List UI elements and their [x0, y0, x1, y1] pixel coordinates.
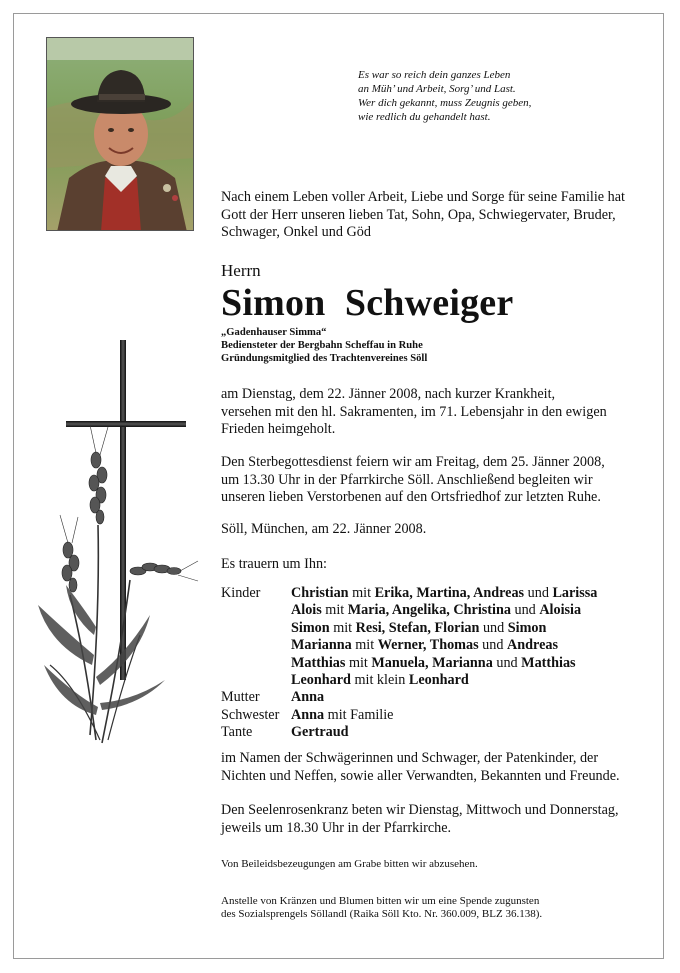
family-connector: und — [492, 654, 522, 671]
family-relation — [221, 620, 291, 637]
family-row — [221, 655, 597, 672]
on-behalf-line: Nichten und Neffen, sowie aller Verwandten, Bekannten und Freunde. — [221, 767, 620, 784]
mourners-heading: Es trauern um Ihn: — [221, 556, 327, 572]
family-member-name: Larissa — [552, 585, 598, 601]
family-names — [291, 637, 558, 654]
family-names — [291, 585, 597, 602]
family-connector: mit — [329, 619, 356, 636]
intro-line: Schwager, Onkel und Göd — [221, 224, 371, 241]
family-member-name: Leonhard — [291, 672, 351, 689]
intro-line: Nach einem Leben voller Arbeit, Liebe und Sorge für seine Familie hat — [221, 189, 625, 205]
on-behalf-paragraph — [221, 750, 661, 785]
family-connector: mit — [345, 654, 372, 671]
poem-line: an Müh’ und Arbeit, Sorg’ und Last. — [358, 83, 516, 95]
family-member-name: Maria, Angelika, Christina — [347, 602, 511, 619]
family-row — [221, 707, 597, 724]
poem-line: wie redlich du gehandelt hast. — [358, 111, 491, 123]
family-row — [221, 672, 597, 689]
family-names — [291, 707, 393, 724]
family-member-name: Anna — [291, 706, 325, 723]
family-relation: Mutter — [221, 689, 260, 706]
family-connector: und — [478, 637, 507, 654]
family-relation — [221, 655, 291, 672]
family-member-name: Aloisia — [539, 602, 582, 619]
family-names — [291, 620, 546, 637]
family-relation — [221, 637, 291, 654]
family-connector: mit klein — [350, 672, 409, 689]
family-names — [291, 689, 324, 706]
on-behalf-line: im Namen der Schwägerinnen und Schwager, der Patenkinder, der — [221, 750, 599, 766]
family-list — [221, 585, 597, 742]
portrait-photo — [46, 37, 194, 231]
death-notice-paragraph — [221, 386, 661, 439]
family-member-name: Werner, Thomas — [377, 637, 479, 654]
family-connector: mit Familie — [324, 706, 394, 723]
rosary-paragraph — [221, 802, 661, 837]
family-row — [221, 620, 597, 637]
family-member-name: Anna — [291, 689, 325, 706]
poem-line: Wer dich gekannt, muss Zeugnis geben, — [358, 97, 532, 109]
family-member-name: Matthias — [291, 654, 346, 671]
family-row — [221, 724, 597, 741]
death-line: versehen mit den hl. Sakramenten, im 71. Lebensjahr in den ewigen — [221, 403, 607, 420]
intro-paragraph — [221, 189, 651, 242]
poem-line: Es war so reich dein ganzes Leben — [358, 69, 511, 81]
title-line: Bediensteter der Bergbahn Scheffau in Ruhe — [221, 340, 423, 351]
family-member-name: Resi, Stefan, Florian — [355, 619, 480, 636]
family-row — [221, 602, 597, 619]
deceased-name: Simon Schweiger — [221, 282, 514, 324]
funeral-line: um 13.30 Uhr in der Pfarrkirche Söll. Anschließend begleiten wir — [221, 471, 593, 488]
deceased-titles — [221, 326, 427, 365]
family-member-name: Gertraud — [291, 724, 349, 741]
condolences-note: Von Beileidsbezeugungen am Grabe bitten wir abzusehen. — [221, 858, 478, 870]
family-member-name: Christian — [291, 585, 349, 601]
salutation: Herrn — [221, 261, 261, 280]
family-row — [221, 689, 597, 706]
family-relation — [221, 602, 291, 619]
family-member-name: Simon — [507, 619, 547, 636]
family-connector: mit — [351, 637, 378, 654]
family-connector: und — [479, 619, 508, 636]
family-names — [291, 602, 581, 619]
funeral-line: unseren lieben Verstorbenen auf den Ortsfriedhof zur letzten Ruhe. — [221, 489, 601, 506]
family-member-name: Leonhard — [408, 672, 469, 689]
family-member-name: Alois — [291, 602, 322, 619]
funeral-line: Den Sterbegottesdienst feiern wir am Freitag, dem 25. Jänner 2008, — [221, 454, 605, 470]
family-member-name: Marianna — [291, 637, 352, 654]
cross-with-wheat-icon — [30, 335, 200, 760]
family-names — [291, 672, 469, 689]
family-relation: Schwester — [221, 706, 280, 723]
death-line: am Dienstag, dem 22. Jänner 2008, nach kurzer Krankheit, — [221, 386, 556, 402]
family-relation: Tante — [221, 724, 253, 741]
family-member-name: Matthias — [521, 654, 576, 671]
donation-line: des Sozialsprengels Söllandl (Raika Söll Kto. Nr. 360.009, BLZ 36.138). — [221, 908, 543, 921]
family-member-name: Manuela, Marianna — [371, 654, 493, 671]
family-relation — [221, 672, 291, 689]
family-names — [291, 724, 349, 741]
family-relation: Kinder — [221, 585, 261, 601]
family-names — [291, 655, 576, 672]
family-connector: mit — [321, 602, 348, 619]
donation-note — [221, 895, 542, 922]
family-row — [221, 585, 597, 602]
rosary-line: jeweils um 18.30 Uhr in der Pfarrkirche. — [221, 819, 452, 836]
title-line: Gründungsmitglied des Trachtenvereines Söll — [221, 353, 428, 364]
funeral-paragraph — [221, 454, 661, 507]
family-member-name: Erika, Martina, Andreas — [374, 585, 525, 601]
poem-verse — [358, 68, 618, 124]
family-row — [221, 637, 597, 654]
donation-line: Anstelle von Kränzen und Blumen bitten wir um eine Spende zugunsten — [221, 895, 540, 907]
death-line: Frieden heimgeholt. — [221, 421, 336, 438]
family-connector: und — [524, 585, 553, 601]
family-member-name: Simon — [291, 619, 330, 636]
title-line: „Gadenhauser Simma“ — [221, 327, 327, 338]
intro-line: Gott der Herr unseren lieben Tat, Sohn, Opa, Schwiegervater, Bruder, — [221, 206, 616, 223]
family-connector: und — [510, 602, 540, 619]
rosary-line: Den Seelenrosenkranz beten wir Dienstag, Mittwoch und Donnerstag, — [221, 802, 619, 818]
place-date: Söll, München, am 22. Jänner 2008. — [221, 521, 427, 537]
family-connector: mit — [348, 585, 375, 601]
family-member-name: Andreas — [507, 637, 558, 654]
